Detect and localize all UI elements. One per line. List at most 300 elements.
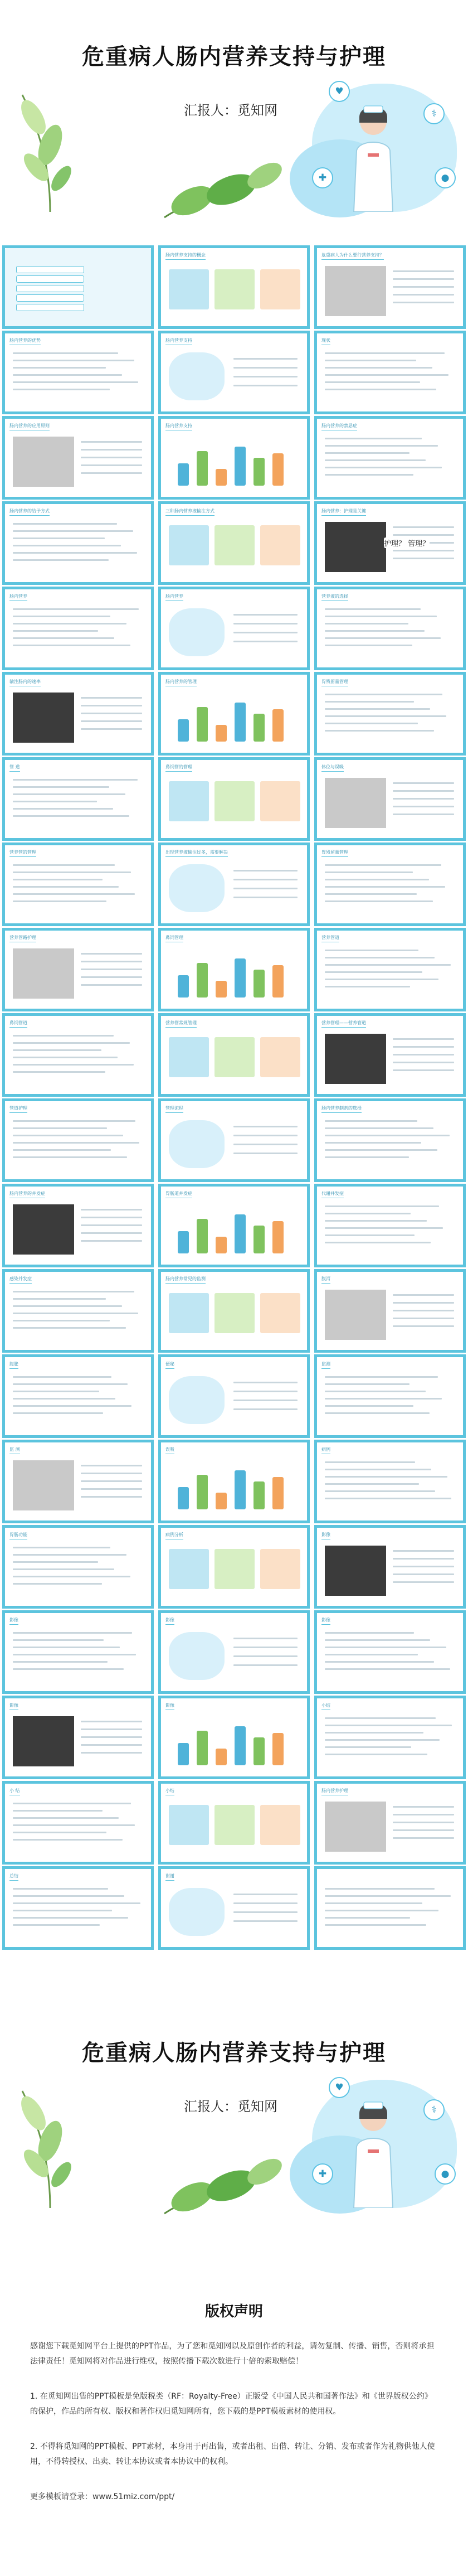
content-card	[260, 781, 300, 821]
content-card	[214, 1293, 255, 1333]
text-line	[325, 893, 417, 895]
chart-bar	[197, 1219, 208, 1253]
chart-bar	[216, 981, 227, 998]
text-line	[13, 1576, 130, 1577]
text-line	[13, 1839, 123, 1841]
slide-heading: 误吸	[165, 1446, 174, 1454]
slide-thumbnail[interactable]	[314, 1269, 466, 1353]
slide-thumbnail[interactable]	[158, 1781, 310, 1865]
text-line	[13, 793, 125, 795]
text-line	[325, 1661, 434, 1663]
text-line	[393, 1573, 454, 1575]
slide-thumbnail[interactable]	[2, 1696, 154, 1779]
chart-bar	[272, 1477, 284, 1509]
text-line	[13, 1071, 105, 1073]
slide-thumbnail[interactable]	[314, 1866, 466, 1950]
text-line	[393, 1054, 454, 1055]
illustration-blob	[169, 1632, 225, 1680]
slide-thumbnail[interactable]	[2, 1354, 154, 1438]
slide-thumbnail[interactable]	[314, 501, 466, 585]
text-line	[325, 701, 414, 703]
chart-bar	[235, 1726, 246, 1765]
text-line	[13, 1639, 104, 1641]
slide-thumbnail[interactable]	[158, 245, 310, 329]
slide-canvas	[161, 504, 307, 582]
text-line	[325, 438, 422, 439]
slide-canvas	[161, 1442, 307, 1521]
slide-heading: 胃残留量管理	[321, 679, 348, 686]
text-line	[325, 374, 448, 376]
text-line	[393, 1581, 454, 1583]
slide-canvas	[161, 1869, 307, 1947]
slide-thumbnail[interactable]	[314, 928, 466, 1011]
slide-heading: 胃肠道并发症	[165, 1190, 192, 1198]
text-line	[325, 1461, 415, 1463]
content-card	[169, 781, 209, 821]
slide-thumbnail[interactable]	[314, 331, 466, 414]
slide-thumbnail[interactable]	[158, 1354, 310, 1438]
slide-thumbnail[interactable]	[158, 587, 310, 670]
slide-thumbnail[interactable]	[2, 1610, 154, 1694]
slide-thumbnail[interactable]	[2, 245, 154, 329]
text-line	[81, 1240, 142, 1242]
text-line	[81, 472, 142, 474]
slide-thumbnail[interactable]	[158, 1184, 310, 1267]
slide-callout: 护理？ 管理？	[384, 538, 430, 548]
text-line	[13, 1291, 134, 1292]
slide-thumbnail[interactable]	[158, 1696, 310, 1779]
text-line	[325, 886, 445, 888]
slide-thumbnail[interactable]	[2, 842, 154, 926]
stethoscope-icon: ⚕	[423, 2099, 445, 2120]
text-line	[325, 1213, 411, 1214]
slide-heading: 肠内营养支持的概念	[165, 252, 206, 260]
slide-heading: 小结	[165, 1788, 174, 1795]
text-line	[81, 720, 142, 722]
chart-bar	[178, 1743, 189, 1765]
slide-canvas	[317, 675, 463, 753]
text-line	[393, 550, 454, 551]
photo-placeholder	[325, 1546, 386, 1596]
text-line	[81, 1728, 142, 1730]
text-line	[325, 879, 429, 880]
chart-bar	[216, 469, 227, 486]
slide-canvas	[5, 1784, 151, 1862]
chart-bar	[272, 1221, 284, 1253]
text-line	[13, 1917, 128, 1919]
text-line	[393, 1814, 454, 1815]
illustration-blob	[169, 1376, 225, 1424]
slide-canvas	[5, 1869, 151, 1947]
slide-canvas	[161, 1272, 307, 1350]
text-line	[325, 979, 438, 980]
slide-heading: 肠内营养的并发症	[9, 1190, 45, 1198]
content-card	[169, 1293, 209, 1333]
slide-thumbnail[interactable]	[314, 757, 466, 841]
cover-reporter: 汇报人：觅知网	[184, 103, 277, 118]
text-line	[325, 1917, 410, 1919]
text-line	[325, 1376, 438, 1378]
slide-thumbnail[interactable]	[2, 1013, 154, 1097]
text-line	[325, 1227, 443, 1229]
text-line	[325, 1142, 421, 1144]
slide-heading: 肠内营养的禁忌症	[321, 423, 357, 430]
chart-bar	[197, 963, 208, 998]
slide-thumbnail[interactable]	[314, 1610, 466, 1694]
slide-thumbnail[interactable]	[2, 331, 154, 414]
slide-thumbnail[interactable]	[158, 416, 310, 500]
content-card	[169, 525, 209, 565]
text-line	[393, 1046, 454, 1048]
text-line	[393, 294, 454, 296]
text-line	[325, 1490, 435, 1492]
chart-bar	[216, 1749, 227, 1765]
text-line	[325, 1412, 430, 1414]
text-line	[325, 723, 418, 724]
text-line	[325, 1469, 431, 1470]
chart-bar	[178, 719, 189, 742]
content-card	[214, 781, 255, 821]
text-line	[13, 360, 134, 361]
chart-bar	[254, 458, 265, 486]
slide-heading: 腹泻	[321, 1276, 330, 1284]
text-line	[325, 1924, 426, 1926]
photo-placeholder	[13, 437, 74, 487]
slide-thumbnail[interactable]	[314, 1696, 466, 1779]
text-line	[325, 1127, 433, 1129]
slide-thumbnail[interactable]	[314, 587, 466, 670]
text-line	[13, 1313, 138, 1314]
slide-heading: 影像	[165, 1702, 174, 1710]
text-line	[325, 452, 410, 454]
contents-item	[16, 275, 84, 283]
slide-canvas	[317, 1101, 463, 1179]
slide-canvas	[317, 1442, 463, 1521]
slide-canvas	[5, 1272, 151, 1350]
slide-thumbnail[interactable]	[2, 587, 154, 670]
slide-thumbnail[interactable]	[314, 1184, 466, 1267]
slide-canvas	[317, 248, 463, 326]
text-line	[325, 445, 438, 447]
slide-heading: 输注肠内的速率	[9, 679, 41, 686]
text-line	[233, 1664, 298, 1666]
text-line	[325, 474, 413, 476]
slide-thumbnail[interactable]	[158, 1440, 310, 1523]
leaf-illustration	[153, 156, 287, 223]
slide-heading: 出现营养液输注过多，需要解决	[165, 849, 228, 857]
text-line	[13, 1924, 100, 1926]
text-line	[325, 1242, 431, 1243]
slide-thumbnail[interactable]	[314, 416, 466, 500]
text-line	[13, 623, 126, 624]
slide-thumbnail[interactable]	[314, 1781, 466, 1865]
slide-thumbnail[interactable]	[158, 1525, 310, 1609]
slide-canvas	[161, 589, 307, 667]
text-line	[13, 352, 118, 354]
slide-canvas	[5, 760, 151, 838]
text-line	[13, 523, 117, 525]
slide-thumbnail[interactable]	[158, 842, 310, 926]
text-line	[393, 1062, 454, 1063]
text-line	[13, 552, 137, 554]
nurse-illustration	[343, 2096, 404, 2208]
slide-thumbnail[interactable]	[2, 416, 154, 500]
slide-heading: 肠内营养	[9, 593, 27, 601]
content-card	[260, 1805, 300, 1845]
text-line	[13, 1327, 126, 1329]
text-line	[325, 637, 441, 639]
slide-heading: 感染并发症	[9, 1276, 32, 1284]
slide-canvas	[317, 845, 463, 923]
slide-canvas	[317, 1784, 463, 1862]
illustration-blob	[169, 1120, 225, 1168]
text-line	[393, 526, 454, 528]
text-line	[393, 1550, 454, 1552]
text-line	[233, 1894, 298, 1895]
slide-canvas	[317, 931, 463, 1009]
copyright-link[interactable]: 更多模板请登录：www.51miz.com/ppt/	[30, 2492, 175, 2501]
slide-thumbnail[interactable]	[314, 1098, 466, 1182]
text-line	[81, 969, 142, 970]
slide-thumbnail[interactable]	[158, 1610, 310, 1694]
slide-canvas	[161, 1187, 307, 1265]
copyright-title: 版权声明	[204, 2303, 263, 2320]
slide-canvas	[5, 1528, 151, 1606]
text-line	[393, 798, 454, 800]
slide-canvas	[5, 1101, 151, 1179]
slide-heading: 肠内营养的优势	[9, 337, 41, 345]
text-line	[393, 1566, 454, 1567]
text-line	[13, 1391, 99, 1392]
slide-heading: 现状	[321, 337, 330, 345]
text-line	[13, 1376, 111, 1378]
text-line	[393, 1558, 454, 1560]
text-line	[393, 806, 454, 807]
slide-heading: 三种肠内营养液输注方式	[165, 508, 214, 516]
slide-heading: 病例	[321, 1446, 330, 1454]
slide-canvas	[317, 1698, 463, 1776]
text-line	[325, 367, 432, 369]
text-line	[233, 1153, 298, 1154]
text-line	[13, 1412, 103, 1414]
slide-canvas	[5, 1442, 151, 1521]
text-line	[13, 1910, 112, 1911]
chart-bar	[272, 965, 284, 998]
slide-heading: 胃残留量管理	[321, 849, 348, 857]
text-line	[325, 360, 416, 361]
text-line	[325, 1754, 427, 1755]
slide-canvas	[5, 1698, 151, 1776]
slide-thumbnail[interactable]	[158, 1098, 310, 1182]
slide-heading: 管理流程	[165, 1105, 183, 1113]
slide-canvas	[161, 1784, 307, 1862]
chart-bar	[216, 725, 227, 742]
leaf-illustration	[153, 2152, 287, 2219]
chart-bar	[254, 1481, 265, 1509]
slide-heading: 监 测	[9, 1446, 20, 1454]
text-line	[13, 374, 122, 376]
text-line	[81, 1488, 142, 1490]
pill-icon: ●	[435, 2163, 456, 2185]
text-line	[13, 1149, 111, 1151]
text-line	[13, 1895, 124, 1897]
slide-thumbnail[interactable]	[158, 331, 310, 414]
text-line	[13, 1668, 124, 1670]
text-line	[13, 1654, 136, 1655]
text-line	[325, 864, 441, 866]
text-line	[233, 1135, 298, 1136]
slide-thumbnail[interactable]	[314, 672, 466, 756]
slide-thumbnail[interactable]	[2, 501, 154, 585]
text-line	[325, 1234, 415, 1236]
chart-bar	[272, 1733, 284, 1765]
slide-canvas	[5, 1187, 151, 1265]
slide-canvas	[5, 504, 151, 582]
text-line	[325, 1405, 413, 1407]
text-line	[13, 1405, 131, 1407]
slide-thumbnail[interactable]	[2, 672, 154, 756]
text-line	[233, 1391, 298, 1392]
text-line	[393, 1069, 454, 1071]
slide-heading: 鼻饲管理	[165, 934, 183, 942]
text-line	[233, 358, 298, 360]
leaf-illustration	[17, 84, 89, 212]
slide-thumbnail[interactable]	[158, 1269, 310, 1353]
slide-canvas	[161, 248, 307, 326]
text-line	[81, 449, 142, 451]
text-line	[13, 389, 110, 390]
slide-thumbnail[interactable]	[158, 1866, 310, 1950]
contents-item	[16, 285, 84, 292]
slide-thumbnail[interactable]	[314, 842, 466, 926]
slide-heading: 病例分析	[165, 1532, 183, 1539]
text-line	[233, 367, 298, 369]
copyright-paragraph: 1. 在觅知网出售的PPT模板是免版税类（RF：Royalty-Free）正版受《中国人民共和国著作法》和《世界版权公约》的保护，作品的所有权、版权和著作权归觅知网所有，您下载的是PPT模板素材的使用权。	[30, 2392, 432, 2416]
slide-thumbnail[interactable]	[314, 1013, 466, 1097]
text-line	[81, 1721, 142, 1722]
slide-thumbnail[interactable]	[158, 757, 310, 841]
slide-thumbnail[interactable]	[158, 501, 310, 585]
slide-thumbnail[interactable]	[2, 1781, 154, 1865]
text-line	[233, 1920, 298, 1922]
slide-thumbnail[interactable]	[2, 1525, 154, 1609]
text-line	[81, 984, 142, 986]
slide-thumbnail[interactable]	[314, 245, 466, 329]
text-line	[81, 1496, 142, 1498]
chart-bar	[235, 1470, 246, 1509]
text-line	[13, 1647, 120, 1648]
slide-thumbnail[interactable]	[158, 1013, 310, 1097]
slide-thumbnail[interactable]	[158, 928, 310, 1011]
text-line	[13, 381, 138, 383]
chart-bar	[178, 463, 189, 486]
chart-bar	[178, 1487, 189, 1509]
heart-icon: ♥	[329, 2077, 350, 2098]
text-line	[325, 459, 426, 461]
chart-bar	[235, 447, 246, 486]
text-line	[13, 786, 109, 788]
closing-slide	[0, 1996, 468, 2236]
photo-placeholder	[13, 1716, 74, 1766]
slide-thumbnail[interactable]	[314, 1440, 466, 1523]
slide-thumbnail[interactable]	[314, 1525, 466, 1609]
slide-thumbnail[interactable]	[314, 1354, 466, 1438]
slide-thumbnail[interactable]	[2, 1269, 154, 1353]
text-line	[81, 1232, 142, 1234]
text-line	[325, 1647, 446, 1648]
text-line	[233, 614, 298, 616]
cover-slide	[0, 0, 468, 240]
slide-heading: 体位与误吸	[321, 764, 344, 772]
slide-thumbnail[interactable]	[2, 1098, 154, 1182]
slide-thumbnail[interactable]	[2, 1440, 154, 1523]
text-line	[13, 559, 109, 561]
text-line	[393, 286, 454, 288]
content-card	[214, 269, 255, 309]
slide-thumbnail-grid	[2, 245, 466, 1952]
text-line	[325, 1391, 426, 1392]
slide-canvas	[5, 1016, 151, 1094]
slide-thumbnail[interactable]	[2, 1866, 154, 1950]
contents-item	[16, 294, 84, 302]
text-line	[393, 1822, 454, 1823]
chart-bar	[254, 1226, 265, 1253]
text-line	[13, 779, 138, 781]
slide-canvas	[317, 419, 463, 497]
text-line	[81, 728, 142, 730]
slide-canvas	[317, 589, 463, 667]
slide-thumbnail[interactable]	[2, 1184, 154, 1267]
text-line	[13, 1320, 110, 1321]
slide-heading: 营养管路护理	[9, 934, 36, 942]
text-line	[325, 957, 435, 958]
slide-canvas	[5, 333, 151, 411]
text-line	[393, 1837, 454, 1839]
text-line	[325, 1910, 438, 1911]
text-line	[13, 1035, 114, 1037]
copyright-section	[0, 2255, 468, 2576]
photo-placeholder	[325, 778, 386, 828]
text-line	[393, 278, 454, 280]
text-line	[13, 1547, 110, 1548]
contents-item	[16, 304, 84, 311]
text-line	[233, 1902, 298, 1904]
text-line	[233, 879, 298, 880]
text-line	[81, 1465, 142, 1466]
closing-reporter: 汇报人：觅知网	[184, 2099, 277, 2114]
text-line	[325, 1895, 451, 1897]
text-line	[81, 705, 142, 706]
text-line	[13, 1127, 107, 1129]
slide-thumbnail[interactable]	[158, 672, 310, 756]
slide-canvas	[317, 1187, 463, 1265]
content-card	[214, 1549, 255, 1589]
text-line	[13, 1817, 119, 1819]
text-line	[325, 1149, 437, 1151]
text-line	[13, 1888, 108, 1890]
slide-thumbnail[interactable]	[2, 757, 154, 841]
text-line	[325, 1725, 452, 1726]
slide-heading: 影像	[9, 1702, 18, 1710]
slide-thumbnail[interactable]	[2, 928, 154, 1011]
chart-bar	[178, 975, 189, 998]
text-line	[13, 1142, 139, 1144]
content-card	[260, 1293, 300, 1333]
slide-canvas	[161, 1698, 307, 1776]
text-line	[325, 1135, 450, 1136]
text-line	[13, 608, 139, 610]
chart-bar	[197, 451, 208, 486]
